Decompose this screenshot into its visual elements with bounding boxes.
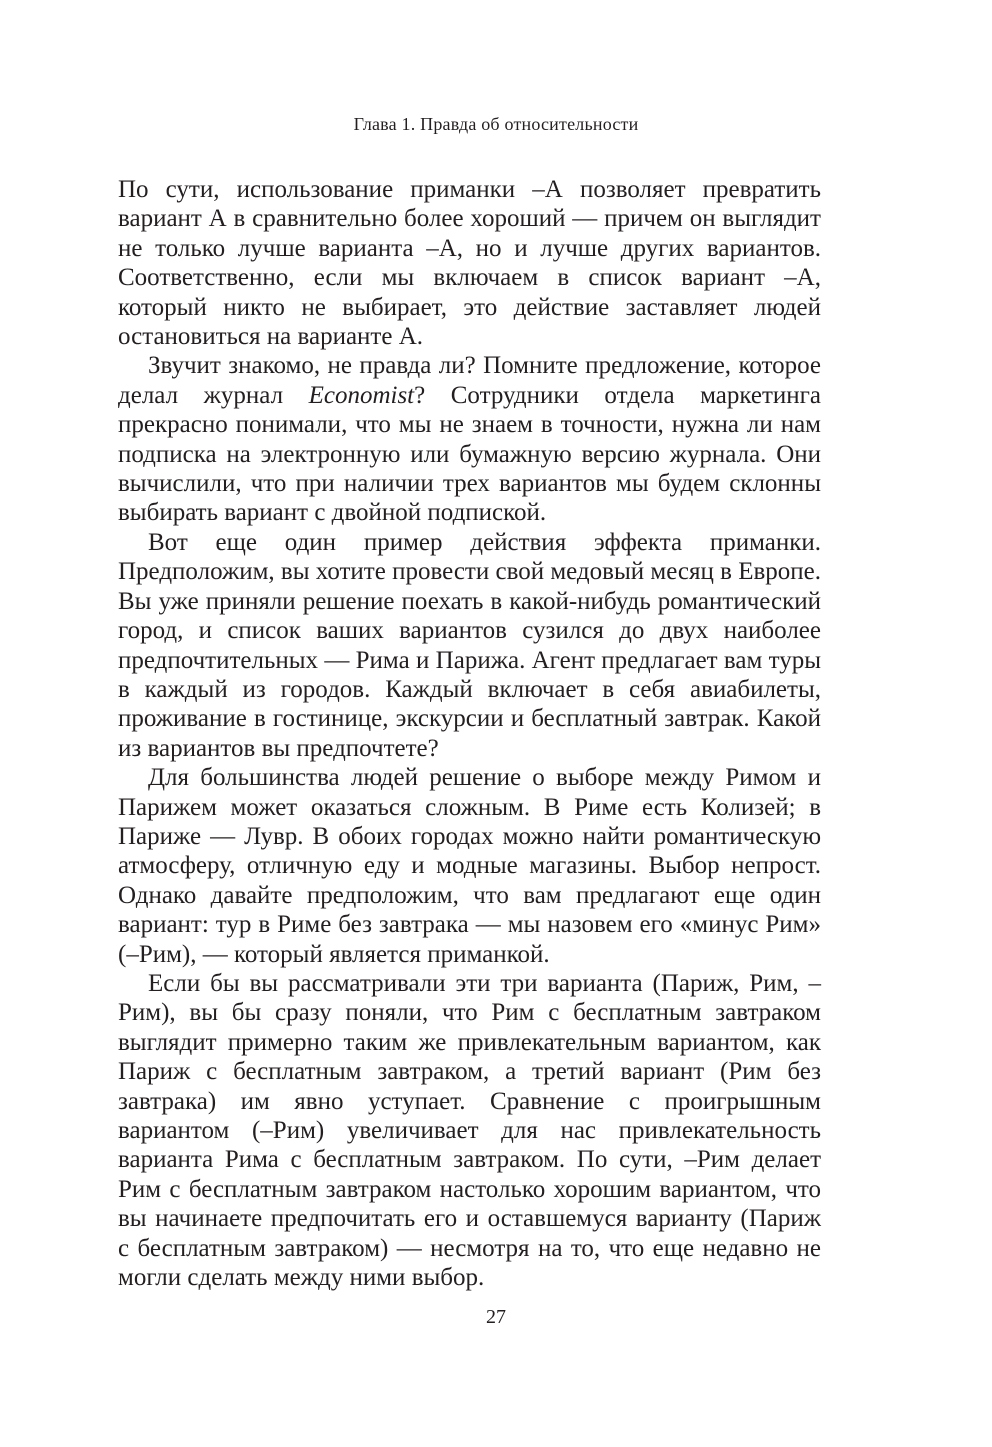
text-segment: Если бы вы рассматривали эти три варианта (Париж, Рим, –Рим), вы бы сразу поняли, что Рим с бесплатным завтраком выглядит примерно таким же привлекательным вариантом, как Париж с бесплатным завтраком, а третий вариант (Рим без завтрака) им явно уступает. Сравнение с проигрышным вариантом (–Рим) увеличивает для нас привлекательность варианта Рима с бесплатным завтраком. По сути, –Рим делает Рим с бесплатным завтраком настолько хорошим вариантом, что вы начинаете предпочитать его и оставшемуся варианту (Париж с бесплатным завтраком) — несмотря на то, что еще недавно не могли сделать между ними выбор.: [118, 969, 821, 1292]
text-segment: По сути, использование приманки –А позволяет превратить вариант А в сравнительно более хороший — причем он выглядит не только лучше варианта –А, но и лучше других вариантов. Соответственно, если мы включаем в список вариант –А, который никто не выбирает, это действие заставляет людей остановиться на варианте А.: [118, 176, 821, 351]
paragraph-5: [118, 969, 821, 1292]
page-number: 27: [486, 1306, 506, 1328]
paragraph-2: [118, 351, 821, 527]
running-head: Глава 1. Правда об относительности: [353, 114, 639, 134]
text-segment: Для большинства людей решение о выборе между Римом и Парижем может оказаться сложным. В Риме есть Колизей; в Париже — Лувр. В обоих городах можно найти романтическую атмосферу, отличную еду и модные магазины. Выбор непрост. Однако давайте предположим, что вам предлагают еще один вариант: тур в Риме без завтрака — мы назовем его «минус Рим» (–Рим), — который является приманкой.: [118, 764, 821, 968]
italic-title: Economist: [308, 381, 415, 409]
text-segment: Звучит знакомо, не правда ли? Помните предложение, которое делал журнал: [118, 352, 821, 409]
paragraph-3: [118, 528, 821, 763]
text-segment: ? Сотрудники отдела маркетинга прекрасно понимали, что мы не знаем в точности, нужна ли нам подписка на электронную или бумажную версию журнала. Они вычислили, что при наличии трех вариантов мы будем склонны выбирать вариант с двойной подпиской.: [118, 381, 822, 527]
paragraph-1: [118, 175, 821, 351]
body-text: [118, 175, 821, 1292]
paragraph-4: [118, 763, 821, 969]
text-segment: Вот еще один пример действия эффекта приманки. Предположим, вы хотите провести свой медовый месяц в Европе. Вы уже приняли решение поехать в какой-нибудь романтический город, и список ваших вариантов сузился до двух наиболее предпочтительных — Рима и Парижа. Агент предлагает вам туры в каждый из городов. Каждый включает в себя авиабилеты, проживание в гостинице, экскурсии и бесплатный завтрак. Какой из вариантов вы предпочтете?: [118, 528, 821, 762]
